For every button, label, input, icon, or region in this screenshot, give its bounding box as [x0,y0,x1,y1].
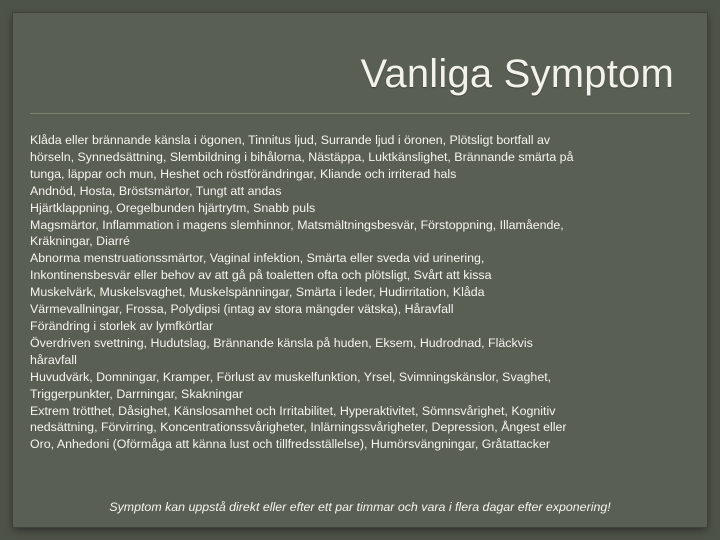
body-line: Abnorma menstruationssmärtor, Vaginal infektion, Smärta eller sveda vid urinering, [30,251,485,266]
body-line: Huvudvärk, Domningar, Kramper, Förlust av muskelfunktion, Yrsel, Svimningskänslor, Svaghet, [30,369,552,384]
body-line: Muskelvärk, Muskelsvaghet, Muskelspänningar, Smärta i leder, Hudirritation, Klåda [30,285,485,300]
slide-title: Vanliga Symptom [360,52,674,96]
body-line: Värmevallningar, Frossa, Polydipsi (intag av stora mängder vätska), Håravfall [30,302,454,317]
body-line: Oro, Anhedoni (Oförmåga att känna lust och tillfredsställelse), Humörsvängningar, Gråtattacker [30,437,550,452]
title-divider [30,113,690,114]
body-line: tunga, läppar och mun, Heshet och röstförändringar, Kliande och irriterad hals [30,166,457,181]
body-line: Kräkningar, Diarré [30,234,130,249]
body-line: Förändring i storlek av lymfkörtlar [30,318,214,333]
body-line: Klåda eller brännande känsla i ögonen, Tinnitus ljud, Surrande ljud i öronen, Plötsligt bortfall av [30,133,551,147]
body-line: Inkontinensbesvär eller behov av att gå på toaletten ofta och plötsligt, Svårt att kissa [30,268,492,283]
footer-note: Symptom kan uppstå direkt eller efter ett par timmar och vara i flera dagar efter exponering! [109,500,611,514]
body-line: Extrem trötthet, Dåsighet, Känslosamhet och Irritabilitet, Hyperaktivitet, Sömnsvårighet, Kognitiv [30,403,556,418]
body-line: håravfall [30,352,77,367]
body-line: hörseln, Synnedsättning, Slembildning i bihålorna, Nästäppa, Luktkänslighet, Brännande smärta på [30,149,574,164]
body-line: Överdriven svettning, Hudutslag, Brännande känsla på huden, Eksem, Hudrodnad, Fläckvis [30,335,533,350]
body-line: Andnöd, Hosta, Bröstsmärtor, Tungt att andas [30,183,282,198]
body-line: Hjärtklappning, Oregelbunden hjärtrytm, Snabb puls [30,200,316,215]
body-line: nedsättning, Förvirring, Koncentrationssvårigheter, Inlärningssvårigheter, Depression, Ångest eller [30,420,567,435]
body-line: Magsmärtor, Inflammation i magens slemhinnor, Matsmältningsbesvär, Förstoppning, Illamående, [30,217,564,232]
body-line: Triggerpunkter, Darrningar, Skakningar [30,386,244,401]
symptom-list [30,132,675,453]
